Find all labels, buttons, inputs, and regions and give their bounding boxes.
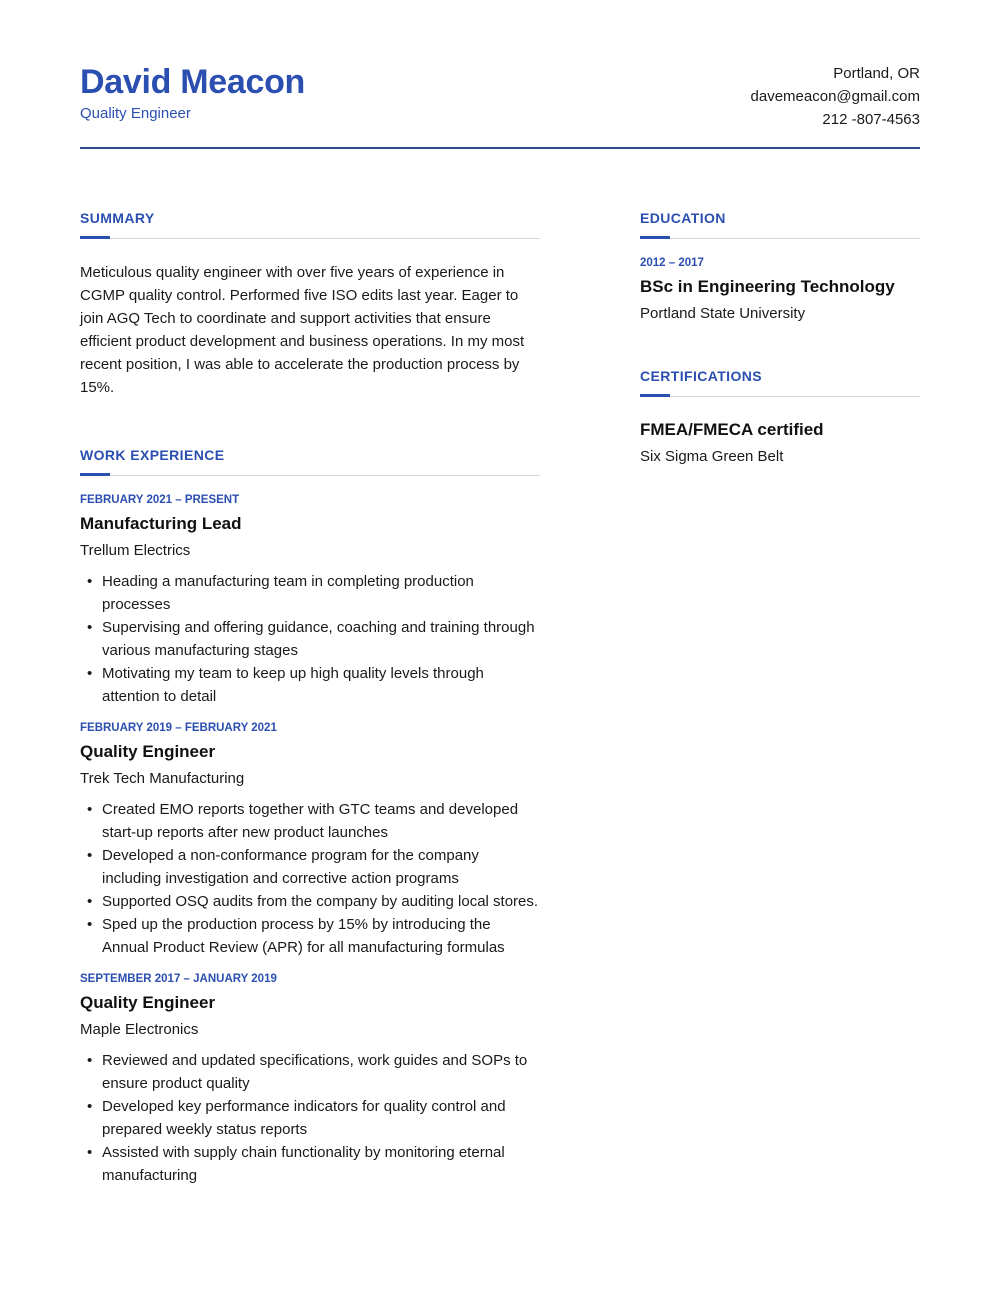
section-accent (640, 394, 670, 397)
contact-location: Portland, OR (833, 65, 920, 82)
bullet-item: • Developed a non-conformance program for the company including investigation and corrective action programs (87, 847, 479, 887)
bullet-item: • Developed key performance indicators for quality control and prepared weekly status reports (87, 1098, 506, 1138)
contact-email: davemeacon@gmail.com (750, 88, 920, 105)
bullet-text: Supervising and offering guidance, coaching and training through various manufacturing stages (102, 619, 535, 659)
contact-phone: 212 -807-4563 (822, 111, 920, 128)
candidate-title: Quality Engineer (80, 105, 191, 122)
bullet-text: Created EMO reports together with GTC teams and developed start-up reports after new product launches (102, 801, 519, 841)
bullet-text: Assisted with supply chain functionality by monitoring eternal manufacturing (102, 1144, 505, 1184)
section-rule (640, 238, 920, 239)
job-role: Manufacturing Lead (80, 514, 242, 533)
left-column (80, 210, 540, 1200)
bullet-item: • Motivating my team to keep up high quality levels through attention to detail (87, 665, 484, 705)
bullet-item: • Supervising and offering guidance, coaching and training through various manufacturing stages (87, 619, 535, 659)
section-label: CERTIFICATIONS (640, 368, 763, 384)
education-entry (640, 256, 920, 324)
section-rule (640, 396, 920, 397)
bullet-item: • Reviewed and updated specifications, work guides and SOPs to ensure product quality (87, 1052, 528, 1092)
header-divider (80, 147, 920, 149)
education-dates: 2012 – 2017 (640, 257, 704, 269)
certification-name: FMEA/FMECA certified (640, 420, 824, 439)
section-label: WORK EXPERIENCE (80, 447, 225, 463)
bullet-text: Developed a non-conformance program for the company including investigation and corrective action programs (102, 847, 479, 887)
job-company: Trek Tech Manufacturing (80, 770, 245, 787)
experience-heading (80, 447, 540, 476)
job-company: Maple Electronics (80, 1021, 199, 1038)
bullet-text: Reviewed and updated specifications, work guides and SOPs to ensure product quality (102, 1052, 528, 1092)
job-dates: FEBRUARY 2021 – PRESENT (80, 494, 240, 506)
job-bullets (80, 570, 540, 708)
resume-header (80, 62, 920, 150)
summary-text: Meticulous quality engineer with over five years of experience in CGMP quality control. Performed five ISO edits last year. Eager to join AGQ Tech to coordinate and support activities that ensure efficient product development and business operations. In my most recent position, I was able to accelerate the production process by 15%. (80, 264, 525, 396)
contact-block (751, 62, 920, 131)
job-company: Trellum Electrics (80, 542, 191, 559)
candidate-name: David Meacon (80, 63, 306, 101)
bullet-text: Heading a manufacturing team in completing production processes (102, 573, 474, 613)
bullet-text: Motivating my team to keep up high quality levels through attention to detail (102, 665, 484, 705)
right-column (640, 210, 920, 467)
section-rule (80, 238, 540, 239)
job-bullets (80, 798, 540, 959)
education-degree: BSc in Engineering Technology (640, 277, 895, 296)
job-role: Quality Engineer (80, 742, 216, 761)
section-rule (80, 475, 540, 476)
job-bullets (80, 1049, 540, 1187)
section-label: SUMMARY (80, 210, 155, 226)
section-accent (80, 473, 110, 476)
certifications-heading (640, 368, 920, 397)
job-dates: SEPTEMBER 2017 – JANUARY 2019 (80, 973, 277, 985)
job-entry (80, 972, 540, 1187)
certification-entry (640, 419, 920, 467)
bullet-text: Sped up the production process by 15% by introducing the Annual Product Review (APR) for all manufacturing formulas (102, 916, 505, 956)
job-entry (80, 721, 540, 959)
bullet-item: • Created EMO reports together with GTC teams and developed start-up reports after new product launches (87, 801, 519, 841)
section-accent (640, 236, 670, 239)
bullet-text: Developed key performance indicators for quality control and prepared weekly status reports (102, 1098, 506, 1138)
job-dates: FEBRUARY 2019 – FEBRUARY 2021 (80, 722, 277, 734)
bullet-text: Supported OSQ audits from the company by auditing local stores. (102, 893, 539, 910)
bullet-item: • Supported OSQ audits from the company by auditing local stores. (87, 893, 539, 910)
section-accent (80, 236, 110, 239)
bullet-item: • Assisted with supply chain functionality by monitoring eternal manufacturing (87, 1144, 505, 1184)
certification-sub: Six Sigma Green Belt (640, 448, 784, 465)
summary-heading (80, 210, 540, 239)
education-heading (640, 210, 920, 239)
job-role: Quality Engineer (80, 993, 216, 1012)
bullet-item: • Heading a manufacturing team in completing production processes (87, 573, 474, 613)
job-entry (80, 493, 540, 708)
bullet-item: • Sped up the production process by 15% by introducing the Annual Product Review (APR) for all manufacturing formulas (87, 916, 505, 956)
education-school: Portland State University (640, 305, 806, 322)
section-label: EDUCATION (640, 210, 726, 226)
